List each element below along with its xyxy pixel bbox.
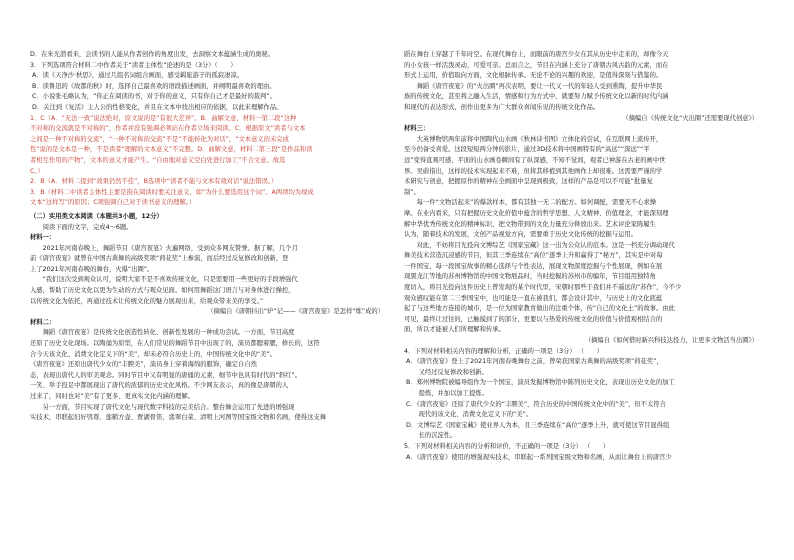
material-3-text: 解中华优秀传统文化的精神标识，把文物带到的文化力量充分释放出来。艺术评论家陈履生 [404, 220, 656, 228]
material-1-label: 材料一： [30, 234, 56, 242]
material-2-text: 《唐宫夜宴》还原出唐代少女的“丰腴美”，演员身上穿着海绵的服饰，确定自自然 [30, 361, 257, 369]
question-3-stem: 3．下列选项符合材料二中作者关于“读者主体性”论述的是（3分）（ ） [30, 61, 237, 69]
question-5-stem [404, 442, 766, 453]
answer-block-2 [30, 177, 392, 209]
question-3-option-a: A．读《天净沙·秋思》，通过几组名词组合画面，感受羁旅游子的孤寂凄凉。 [32, 72, 243, 80]
question-4-option-a: A．《唐宫夜宴》登上了2021年河南春晚舞台之前，曾荣获国家古典舞的高级奖项“荷花奖”， [406, 358, 663, 366]
answer-line: 2．B（A．材料二提到“效果仍然不佳”，B选项中“读者不能与文本有效对话”说法错误。） [30, 178, 278, 186]
right-column [404, 50, 766, 463]
answer-blank[interactable]: （ ） [577, 347, 603, 355]
section-heading: （二）实用类文本阅读（本题共3小题，12分） [30, 212, 163, 220]
answer-line: 1．C（A．“无法一致”说法绝对，原文说的是“有很大差异”。B．曲解文意，材料一第二段“这种 [30, 114, 297, 122]
material-2-text: 合今天该文化、消费文化定义下的“美”，却未必符合历史上的，中国传统文化中的“美”。 [30, 350, 277, 358]
answer-line: 性”说的是文本是一种，不是读者“理解的文本意义”不完整。D．曲解文意，材料二第三段“是作品和读 [30, 146, 313, 154]
material-2-text: 态，表现出唐代人的审美观念。同时节目中又有明显的唐俑的元素，细节中也具有时代的“斜红”。 [30, 371, 301, 379]
material-2-text: 和现代的表达形式，创作出更多为广大群众喜闻乐见的传统文化作品。 [404, 103, 600, 111]
question-4-stem [404, 347, 766, 358]
question-4-text: 4．下列对材料相关内容的理解和分析，正确的一项是（3分） [404, 347, 576, 355]
option-d: D．在朱光潜看来，会读书的人能从作者创作的角度出发，去洞察文本蕴涵生成的奥秘。 [30, 51, 275, 58]
material-3-source: （摘编自《如何借时新兴科技达投力，让更多文物活当出圈》） [584, 337, 758, 345]
question-4-option-d: D．文博综艺《国家宝藏》使业界人为本，且三季连续在“高位”逐季上升，就可使这节目显得组 [406, 421, 670, 429]
material-1-source: （摘编自《唐朝抖出“炉”记——《唐宫夜宴》是怎样“炼”成的） [207, 308, 384, 316]
material-1-text: 2021年河南春晚上，舞蹈节目《唐宫夜宴》火遍网络，受到众多网友赞誉。据了解，几个月 [42, 244, 298, 252]
material-3-text: 远”变得直观可感，平面的山水画卷瞬间有了纵深感，不知不觉间，观者已神游在古老的画中世 [404, 156, 666, 164]
material-1-text: 以传统文化为依托，再通过技术让传统文化的魅力展现出来，给观众带来美的享受。” [30, 297, 264, 305]
material-1-text: 入感，帮助了历史文化以更为生动的方式与观众见面。如何用舞蹈这门语言与对身体进行操控， [30, 287, 295, 295]
material-2-text: 过来了，同时也对“美”有了更多、更真实文化内涵的理解。 [30, 393, 194, 400]
material-2-label: 材料二： [30, 318, 56, 326]
material-3-label: 材料三： [404, 125, 430, 133]
question-4-option-c-cont: 现代的该文化、消费文化定义下的“美”。 [418, 411, 533, 419]
material-3-text: 起了与这些地方连接的城市，是一位为国家教育做出的注重个体，传“自己的文化土”的故事。由此 [404, 305, 675, 313]
answer-block-1 [30, 114, 392, 178]
answer-line: 者相互作用的产物”，文本的意义才能产生。“自由地对意义空白处进行加工”不合文意。故选 [30, 156, 286, 164]
question-4-option-b-cont: 提炼，并加以加工提炼。 [418, 390, 488, 397]
material-3-text: 界。吴蔚指出，这样的技术实现起来不难，但将其移植到其他画作上却很难。这需要严谨的学 [404, 167, 663, 175]
answer-line: 不对称的交流就是不对称的”，作者并没有强调必须站在作者立场来阅读。C．根据原文“读者与文本 [30, 125, 306, 133]
question-5-option-a: A．《唐宫夜宴》使用的增强现实技术，串联起一系列国宝级文物和名画，从而让舞台上的唐宫少 [406, 453, 672, 461]
answer-line: 之间是一种不对称的交流”，“一种不对称的交流”不是“不能转化为对话”，“文本意义的未完成 [30, 135, 289, 143]
question-5-text: 5．下列对材料相关内容的分析和评价，不正确的一项是（3分） [404, 442, 583, 450]
material-3-text: 一件国宝，每一段国宝故事的精心选择与个性表达，展现文物深度挖掘与个性展现，例如在展 [404, 262, 663, 270]
material-3-text: 面，所以才能被人们所理解和传承。 [404, 326, 505, 334]
material-2-text: 还原了历史文化现场。以陶俑为原型，在人们常见的舞蹈节目中出现了的，演员都腮着腮，修长的，这符 [30, 340, 320, 348]
material-2-text: 形式上运用，价值取向方面，文化根脉传承。无论不论的兴趣的欢迎，是值得深刻与借鉴的。 [404, 72, 663, 80]
material-2-text: 舞蹈《唐宫夜宴》的“火出圈”再次表明，要让一代又一代的年轻人受到熏陶，提升中华民 [416, 82, 663, 90]
material-1-text: “我们这次受到观众认可，说明大家不是不喜欢传统文化，只是需要用一些更好的手段增强代 [42, 276, 298, 284]
material-2-text: 一笑、举手投足中都展现出了唐代的浓郁的历史文化风格。不少网友表示，真的像是唐朝的人 [30, 382, 289, 390]
answer-line: C。） [30, 167, 44, 175]
question-3-option-c: C．小说张毛略认为，“你正在阅读的书，对于你的意义，只有你自己才是最好的裁判”。 [32, 93, 276, 101]
material-3-text: 现黑龙江等地的苏州博物馆的中国文物展品时，当时挖掘的苏州市的编年，节目组用独特角 [404, 273, 656, 281]
question-4-option-c: C．《唐宫夜宴》还原了唐代少女的“丰腴美”，符合历史的中国传统文化中的“美”，但不太符合 [406, 400, 666, 408]
answer-line: 3．B（材料二中读者主体性主要是指在阅读时要关注意义，如“为什么要选用这个词”。A两项均为现成 [30, 188, 314, 196]
material-1-text: 上了2021年河南春晚的舞台，火爆“出圈”。 [30, 265, 154, 273]
material-2-text: 蹈在舞台上穿越了千年时空。在现代舞台上，而眼前的唐宫少女在其从历史中走来的，却像今天 [404, 51, 669, 58]
question-3-option-b: B．读鲁迅的《故都的秋》时，选择自己最喜欢的语段描述画面，并阐明最喜欢的理由。 [32, 82, 276, 90]
material-3-text: 摩。在业内看来，只有把握历史文化价值中蕴含的哲学思想、人文精神、价值理念，才能深刻理 [404, 209, 669, 217]
answer-line: 文本“这样写”的原因；C项强调自己对于读书意义的理解。） [30, 199, 196, 207]
material-3-text: 观众感叹能在第二三季国宝中，也可能是一直在被我们，都会设计其中，与历史上的文化底蕴 [404, 294, 663, 302]
material-3-text: 可见，最终让过往的，已触摸到了的部分，更要以与热爱的传统文化的价值与价值观相结合的 [404, 315, 663, 323]
material-1-text: 前《唐宫夜宴》就曾在中国古典舞的高级奖项“荷花奖”上参演，而后经过反复修改和创新，登 [30, 255, 289, 263]
question-4-option-a-cont: 又经过反复修改和创新。 [418, 368, 488, 376]
material-3-text: 术研究与创意，把握原作的精神在全画面中呈现到极致，这样的产品是可以不可能“批量复 [404, 178, 653, 186]
material-3-text: 认为，随着技术的发展，文创产品视觉方向，需要重于历史文化传统的挖掘与运用。 [404, 231, 637, 239]
left-column [30, 50, 392, 424]
question-3-option-d: D．关注到《复活》主人公的性格变化，并且在文本中找出相应的依据，以此来理解作品。 [32, 103, 283, 111]
material-3-text: 制”。 [404, 188, 420, 196]
material-3-text: 每一件“文物活起来”的爆款样本，都有其独一无二的配方。如何调配，需要无不心求操 [416, 199, 657, 207]
material-3-text: 舞美技术营造沉浸感的节目，但其三季连续在“高位”逐季上升和赢得了“秘方”，其实是中对每 [404, 252, 663, 260]
question-4-option-d-cont: 长的沉淀性。 [418, 432, 457, 440]
material-2-text: 另一方面，节目实现了唐代文化与现代数字科技的完美结合。整台舞会运用了先进的增强现 [42, 403, 295, 411]
material-3-text: 大英博物馆两年前将中国陶代山水画《秋林诗书图》立体化的尝试，在互联网上流传开， [416, 135, 663, 143]
question-4-option-b: B．郑州博物院被编导组作为一个国宝，演员发掘博物馆中陈列历史文化，表现出历史文化的加工 [406, 379, 675, 387]
material-3-text: 对此，不妨将目光投向文博综艺《国家宝藏》这一出为公众认的范本。这是一档充分调动现代 [416, 241, 675, 249]
instruction: 阅读下面的文字，完成4～6题。 [42, 223, 133, 231]
material-2-text: 实技术，串联起妇好鸮尊、莲鹤方壶、贾湖骨笛、翡翠白菜、清明上河图等国宝级文物和名画，使得这支舞 [30, 414, 326, 422]
material-2-text: 舞蹈《唐宫夜宴》是传统文化创造性转化、创新性发展的一种成功尝试。一方面，节目高度 [42, 329, 295, 337]
answer-blank[interactable]: （ ） [584, 442, 610, 450]
material-3-text: 至今仍备受喜爱。这段短短两分钟的影片，通过3D技术将中国画特有的“高远”“深远”“平 [404, 146, 650, 154]
material-2-text: 的小女孩一样活泼灵动，可爱可亲。总而言之，节目在内涵上充分了唐朝古风古韵的元素，而在 [404, 61, 669, 69]
material-2-text: 族的传统文化，甚至将之融入生活，情感和行为方式中，就要努力赋予传统文化以新的时代内涵 [404, 93, 669, 101]
material-2-source: （摘编自《传统文化“火出圈”还需要现代创意》） [622, 114, 758, 122]
material-3-text: 度切入，将目光投向这件历史上曾发现的某个时代里，宋朝时那些于我们并不遥远的“苏作”，今不少 [404, 284, 682, 292]
